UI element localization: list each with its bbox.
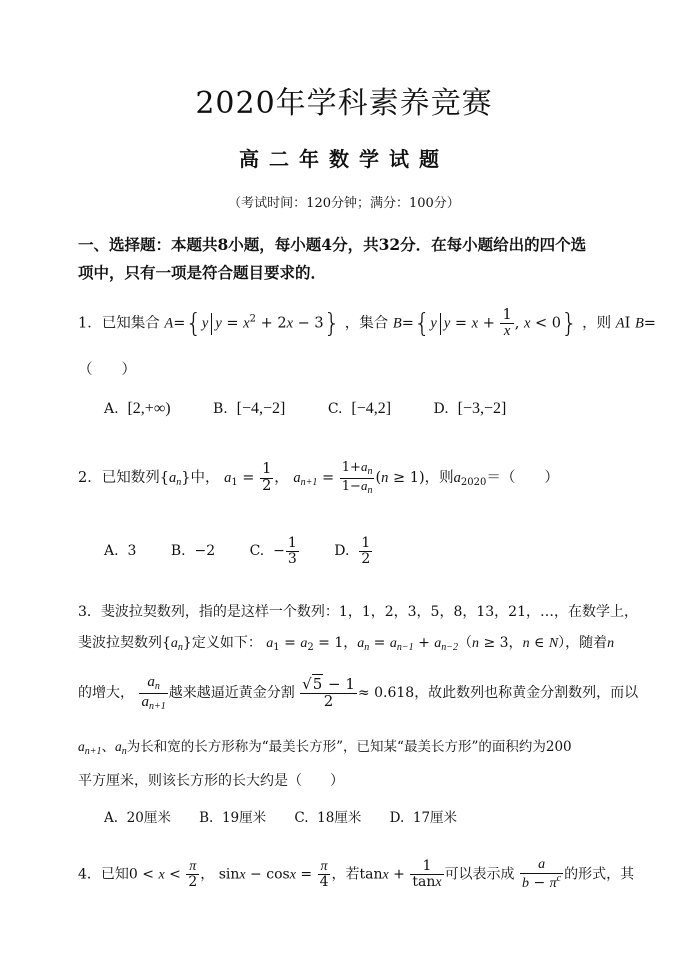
question-3-options xyxy=(104,806,457,826)
option-b[interactable]: B. −2 xyxy=(170,543,216,560)
option-b[interactable]: B. 19厘米 xyxy=(199,810,267,826)
option-a[interactable]: A. 20厘米 xyxy=(104,810,171,826)
question-4-stem: 4．已知0 < x < $\frac{\pi}{2}$ ， sinx − cosx = $\frac{\pi}{4}$ ，若tanx + $\frac{1}{\tan x}$ 可以表示成 $\frac{a}{b - \pi^c}$ 的形式，其 xyxy=(78,857,635,891)
question-1-blank: （ ） xyxy=(78,362,136,378)
question-3-line2: 斐波拉契数列$\{a_n\}$定义如下： $a_1 = a_2 = 1$，$a_n = a_{n-1} + a_{n-2}(n \ge 3$，n ∈ N），随着n xyxy=(78,635,615,653)
question-3-line1: 3．斐波拉契数列，指的是这样一个数列：1，1，2，3，5，8，13，21，…，在数学上， xyxy=(78,604,638,620)
question-3-line3: 的增大， $\frac{a_n}{a_{n+1}}$ 越来越逼近黄金分割 $\frac{√5 - 1}{2}$ ≈ 0.618，故此数列也称黄金分割数列，而以 xyxy=(78,674,639,712)
option-c[interactable]: C. − $\frac{1}{3}$ xyxy=(249,535,297,567)
option-d[interactable]: D. $\frac{1}{2}$ xyxy=(334,535,371,567)
option-a[interactable]: A. [2,+∞) xyxy=(104,400,171,417)
option-c[interactable]: C. [−4,2] xyxy=(327,400,392,417)
exam-info: （考试时间：120分钟；满分：100分） xyxy=(228,196,460,211)
question-3-line5: 平方厘米，则该长方形的长大约是（ ） xyxy=(78,773,344,789)
page-title: 2020年学科素养竞赛 xyxy=(195,86,493,121)
question-2-options xyxy=(104,536,373,566)
option-b[interactable]: B. [−4,−2] xyxy=(213,400,286,417)
page-subtitle: 高二年数学试题 xyxy=(239,147,449,171)
section-heading-line1: 一、选择题：本题共8小题，每小题4分，共32分．在每小题给出的四个选 xyxy=(78,235,587,254)
option-d[interactable]: D. [−3,−2] xyxy=(433,400,507,417)
option-a[interactable]: A. 3 xyxy=(104,543,137,560)
question-1-options xyxy=(104,400,506,418)
question-3-line4: $a_{n+1}$、$a_n$为长和宽的长方形称为“最美长方形”，已知某“最美长方形”的面积约为200 xyxy=(78,739,572,757)
question-1-stem: 1．已知集合 A={y $y = x^2 + 2x - 3$} ，集合 B={y y = x + $\frac{1}{x}$ , x < 0} ，则 AI B= xyxy=(78,307,656,340)
option-d[interactable]: D. 17厘米 xyxy=(389,810,458,826)
option-c[interactable]: C. 18厘米 xyxy=(294,810,362,826)
section-heading-line2: 项中，只有一项是符合题目要求的． xyxy=(78,263,327,282)
question-2-stem: 2．已知数列$\{a_n\}$中， $a_1$ = $\frac{1}{2}$ ， $a_{n+1}$ = $\frac{1+a_n}{1-a_n}$ (n ≥ 1)，则$a_{2020}=$（ ） xyxy=(78,459,559,496)
